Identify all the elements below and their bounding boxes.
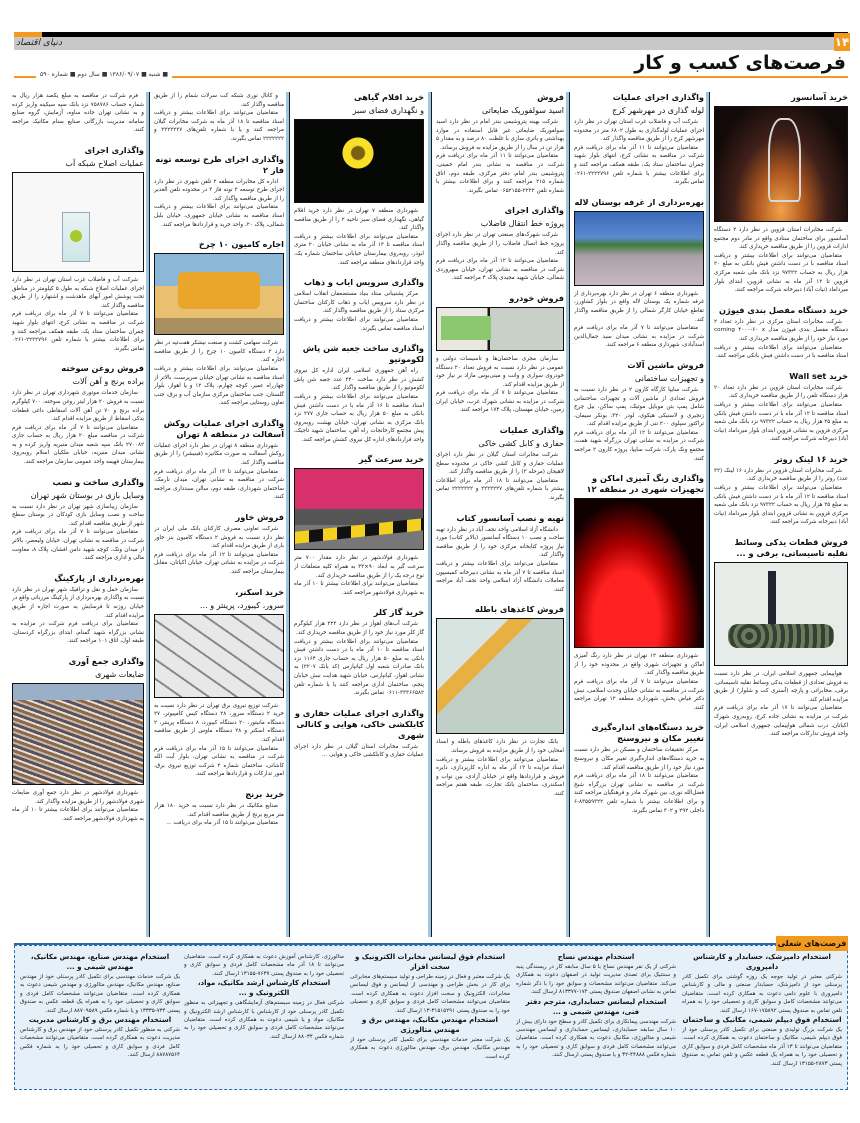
article-body: متقاضیان می‌توانند تا ۷ آذر ماه برای دریافت فرم شرکت در مزایده به نشانی میدان سید جمال‌الدین اسدآبادی، شهرداری منطقه ۶ مراجعه کنند. (574, 325, 704, 349)
article-body: متقاضیان می‌توانند تا ۷ آذر ماه برای دریافت فرم شرکت در مزایده به نشانی شهرک غرب، خیابان ایران زمین، خیابان مهستان، پلاک ۱۷۴ مراجعه کنند. (436, 390, 564, 414)
article-title: خرید دستگاه مفصل بندی فیوژن (719, 304, 848, 315)
column-2 (574, 92, 704, 937)
article-brass[interactable] (154, 789, 284, 828)
article-body: شهرداری منطقه ۶ تهران در نظر دارد بهره‌برداری از غرفه شماره یک بوستان لاله واقع در بلوار کشاورز، تقاطع خیابان کارگر شمالی را از طریق مناقصه واگذار کند. (574, 290, 704, 323)
article-elevator[interactable] (714, 92, 848, 295)
job-body: شرکت مهندسی پیمانکاری برای تکمیل کادر و سطح خود دارای بیش از ۱۰ سال سابقه حسابداری، لیسانس حسابداری و لیسانس مهندسی شیمی و متالورژی، مکانیک دعوت به همکاری کرده است. متقاضیان می‌توانند مشخصات کامل فردی و سوابق کاری و تحصیلی خود را به شماره فکس ۴۴۸۸۸-۳۲ و یا صندوق پستی ارسال کنند. (516, 1018, 676, 1059)
article-excavation[interactable] (294, 708, 424, 760)
article-body: شرکت سایپا کارگاه کارون ۲ در نظر دارد نسبت به فروش تعدادی از ماشین آلات و تجهیزات ساختمانی شامل پمپ بتن موبایل موتیک، پمپ ساکن، بیل چرخ زنجیری و لاستیکی هیکوی، لودر ۳۲۰، بونکر سیمان، تراکتور سپلوی ۲۰۰ تنی از طریق مزایده اقدام کند. (574, 386, 704, 428)
article-sulfuric-acid[interactable] (436, 92, 564, 195)
article-vehicle-sale[interactable] (436, 293, 564, 415)
article-body: سازمان مجری ساختمان‌ها و تاسیسات دولتی و عمومی در نظر دارد نسبت به فروش تعداد ۲۰ دستگاه خودروی سواری و وانت و مینی‌بوس مازاد بر نیاز خود از طریق مزایده اقدام کند. (436, 355, 564, 388)
page-number: ۱۴ (834, 35, 850, 49)
article-body: متقاضیان می‌توانند تا ۱۲ آذر ماه برای دریافت فرم شرکت در مزایده به نشانی تهران بزرگراه شهید همت، مجتمع ونک پارک، شرکت سایپا، پروژه کارون ۲ مراجعه کنند. (574, 429, 704, 462)
article-body: شرکت آب‌های اهواز در نظر دارد ۲۲۲ هزار کیلوگرم گاز کلر مورد نیاز خود را از طریق مناقصه خریداری کند. (294, 621, 424, 637)
article-speed-bump[interactable] (294, 454, 424, 597)
job-body: شرکتی به منظور تکمیل کادر پرسنلی خود از مهندس برق و کارشناس مدیریت دعوت به همکاری کرده است. متقاضیان می‌توانند مشخصات کامل فردی و سوابق کاری و تحصیلی خود را به شماره فکس ۸۸۷۸۷۵۶۴ ارسال کنند. (20, 1027, 180, 1059)
job-body: یک شرکت خدمات مهندسی برای تکمیل کادر پرسنلی خود از مهندس صنایع، مهندس مکانیک، مهندس متالورژی و مهندس شیمی دعوت به همکاری کرده است. متقاضیان می‌توانند مشخصات کامل فردی و سوابق کاری و تحصیلی خود را به همراه یک قطعه عکس به صندوق پستی ۷۳۴-۱۳۳۳۵ و یا شماره فکس ۸۸۷۰۹۵۸۹ ارسال کنند. (20, 974, 180, 1014)
article-computer-equipment[interactable] (154, 587, 284, 779)
vehicles-photo (436, 307, 564, 351)
jobs-column-2 (516, 952, 676, 1086)
article-cable-continued[interactable] (154, 92, 284, 144)
job-title: استخدام مهندس نساج (557, 953, 635, 961)
article-body: متقاضیان می‌توانند تا ۱۱ آذر ماه برای دریافت فرم شرکت در مناقصه به نشانی بندر امام خمینی، پتروشیمی بندر امام، دفتر مرکزی، طبقه دوم، اتاق شماره ۲۱۵ مراجعه کنند و برای اطلاعات بیشتر با شماره تلفن ۲۲۲۲-۰۶۵۲۱۵۵ تماس بگیرند. (436, 153, 564, 194)
job-listing[interactable] (20, 1015, 180, 1060)
article-body: شرکت آب و فاضلاب غرب استان تهران در نظر دارد اجرای عملیات اصلاح شبکه به طول ۵ کیلومتر در مناطق تحت پوشش امور آبهای ماهدشت و اشتهارد را از طریق مناقصه واگذار کند. (12, 276, 144, 309)
article-body: شرکت مخابرات استان قزوین در نظر دارد تعداد ۲۰ هزار دستگاه تلفن را از طریق مناقصه خریداری کند. (714, 384, 848, 400)
article-chlorine[interactable] (294, 607, 424, 697)
job-body: شرکتی از یک نفر مهندس نساج با ۵ سال سابقه کار در ریسندگی پنبه و سنتتیک برای تصدی مدیریت تولید در اصفهان دعوت به همکاری می‌کند. متقاضیان می‌توانند مشخصات و سوابق خود را با ذکر شماره تماس به نشانی اصفهان صندوق پستی ۱۷۴-۸۱۳۳۷۷ ارسال کنند. (516, 964, 676, 996)
article-title: فروش روغن سوخته (61, 363, 144, 374)
article-book-lift[interactable] (436, 513, 564, 595)
article-body: شرکت مخابرات استان گیلان در نظر دارد اجرای عملیات حفاری و کابل کشی خاکی در محدوده سطح لاهیجان (مرحله ۳) را از طریق مناقصه واگذار کند. (436, 452, 564, 476)
article-body: سازمان زیباسازی شهر تهران در نظر دارد نسبت به ساخت و نصب وسایل بازی کودکان در بوستان سطح شهر از طریق مناقصه اقدام کند. (12, 503, 144, 527)
article-title: فروش ماشین آلات (627, 359, 704, 370)
article-body: راه آهن جمهوری اسلامی ایران اداره کل نیروی کشش در نظر دارد ساخت ۲۴۰ عدد جعبه شن پاش لکوموتیو را از طریق مناقصه واگذار کند. (294, 368, 424, 392)
jobs-column-5 (20, 952, 180, 1086)
article-body: اداره کل مخابرات منطقه ۲ تلفن شهری در نظر دارد اجرای طرح توسعه ۲ تونه فاز ۲ در محدوده تلفن الغدیر را از طریق مناقصه واگذار کند. (154, 178, 284, 202)
article-khavar-sale[interactable] (154, 512, 284, 577)
article-title: فروش قطعات یدکی وسائط نقلیه تاسیساتی، برقی و ... (734, 537, 848, 559)
article-subtitle: اسید سولفوریک ضایعاتی (482, 106, 564, 115)
dateline: ■ شنبه ■ ۱۳۸۶/۰۹/۰۷ ■ سال دوم ■ شماره ۵۹۰ (36, 71, 172, 78)
article-body: شهرداری منطقه ۱۲ تهران در نظر دارد رنگ آمیزی اماکن و تجهیزات شهری واقع در محدوده خود را از طریق مناقصه واگذار کند. (574, 653, 704, 677)
article-title: فروش خاور (235, 512, 284, 523)
article-body: شرکت تعاونی مصرف کارکنان بانک ملی ایران در نظر دارد نسبت به فروش ۲ دستگاه کامیون بنز خاور باری از طریق مزایده اقدام کند. (154, 526, 284, 550)
article-title: واگذاری رنگ آمیزی اماکن و تجهیزات شهری در منطقه ۱۲ (586, 473, 704, 495)
job-listing[interactable] (682, 952, 842, 1015)
job-body: یک شرکت معتبر و فعال در زمینه طراحی و تولید سیستم‌های مخابراتی برای کار در بخش طراحی و مهندسی از لیسانس و فوق لیسانس مخابرات، الکترونیک و سخت افزار دعوت به همکاری کرده است. متقاضیان می‌توانند مشخصات کامل فردی و سوابق کاری و تحصیلی خود را به صندوق پستی ۳۱۵۱۵۲۹۱-۱۳ ارسال کنند. (350, 974, 510, 1014)
article-title: واگذاری اجرای طرح توسعه تونه فاز ۲ (155, 153, 284, 175)
article-body: شرکت سهامی کشت و صنعت نیشکر هفت‌تپه در نظر دارد ۲ دستگاه کامیون ۱۰ چرخ را از طریق مناقصه اجاره کند. (154, 340, 284, 364)
article-body: شرکت بهینه پتروشیمی بندر امام در نظر دارد اسید سولفوریک ضایعاتی غیر قابل استفاده در موارد بهداشتی و باتری سازی با غلظت ۸۰ درصد و به مقدار ۵ هزار تن در سال را از طریق مزایده به فروش برساند. (436, 119, 564, 151)
article-body: دانشگاه آزاد اسلامی واحد نجف آباد در نظر دارد تهیه ساخت و نصب ۱۰ دستگاه آسانسور (بالابر کتاب) مورد نیاز پروژه کتابخانه مرکزی خود را از طریق مناقصه واگذار کند. (436, 526, 564, 559)
article-title: واگذاری اجرای عملیات حفاری و کابلکشی خاکی، هوایی و کانالی شهری (294, 707, 424, 740)
job-title: استخدام فوق لیسانس مخابرات الکترونیک و سخت افزار (354, 953, 506, 971)
article-body: متقاضیان می‌توانند برای اطلاعات بیشتر و دریافت اسناد مناقصه تا ۱۲ آذر ماه با در دست داشتن فیش بانکی به مبلغ ۲۵ هزار ریال به حساب ۹۷۳۲۲ نزد بانک ملی شعبه مرکزی قزوین به نشانی قزوین ابتدای بلوار میرداماد (نیات آباد) دبیرخانه شرکت مراجعه کنند. (714, 485, 848, 526)
article-body: متقاضیان می‌توانند برای اطلاعات بیشتر و دریافت اسناد مناقصه تماس بگیرند. (294, 316, 424, 332)
article-body: متقاضیان می‌توانند تا ۱۲ آذر ماه برای دریافت فرم شرکت در مزایده به نشانی تهران، خیابان اکباتان، مقابل بیمارستان مراجعه کنند. (154, 551, 284, 575)
article-title: خرید Wall set (789, 370, 848, 381)
article-title: واگذاری اجرای عملیات (612, 92, 704, 102)
article-body: متقاضیان می‌توانند تا ۱۷ آذر ماه برای دریافت فرم شرکت در مزایده به نشانی جاده کرج، روبه‌روی شهرک اکباتان، درب شمالی هواپیمایی جمهوری اسلامی ایران، واحد فروش تدارکات مراجعه کنند. (714, 705, 848, 738)
article-title: خرید برنج (245, 788, 284, 799)
column-3 (436, 92, 564, 937)
column-rule (431, 92, 432, 937)
article-body: شهرداری منطقه ۷ تهران در نظر دارد خرید اقلام گیاهی، نگهداری فضای سبز ناحیه ۲ را از طریق مناقصه واگذار کند. (294, 208, 424, 232)
article-body: متقاضیان می‌توانند برای اطلاعات بیشتر و دریافت اسناد مناقصه تا ۱۸ آذر ماه به شرکت مخابرات گیلان مراجعه کنند و یا با شماره تلفن‌های ۲۲۲۲۲۲۷ و ۲۲۲۲۲۲۲ تماس بگیرند. (154, 110, 284, 142)
masthead-gray-bar (14, 37, 834, 50)
job-title: استخدام فوق دیپلم شیمی، مکانیک و ساختمان (682, 1016, 842, 1025)
article-waste-paper[interactable] (436, 604, 564, 798)
article-body: و کانال نوری شبکه کت سرلات شمام را از طریق مناقصه واگذار کند. (154, 93, 284, 108)
job-title: استخدام مهندس برق و کارشناس مدیریت (28, 1016, 172, 1025)
article-body: شرکت شهرک‌های صنعتی تهران در نظر دارد اجرای پروژه خط اتصال فاضلاب را از طریق مناقصه واگذار کند. (436, 232, 564, 256)
water-glass-photo (12, 172, 144, 272)
article-body: متقاضیان می‌توانند تا ۷ آذر ماه برای دریافت فرم شرکت در مناقصه به نشانی کرج، انتهای بلوار شهید چمران ساختمان ستاد یک، طبقه همکف مراجعه کنند و برای اطلاعات بیشتر با شماره تلفن ۲۲۲۲۷۹۶-۰۲۶۱ تماس بگیرند. (12, 311, 144, 352)
article-subtitle: براده برنج و آهن آلات (72, 377, 144, 387)
job-listing[interactable] (682, 1015, 842, 1068)
article-body: متقاضیان می‌توانند برای اطلاعات بیشتر و دریافت اسناد مناقصه به نشانی تهران خیابان سرپرست، بالاتر از چهارراه عمیر، کوچه چهارم، پلاک ۱۲ و یا اهواز، بلوار گلستان، جنب ساختمان مرکزی سازمان آب و برق، جنب تعاون روستایی مراجعه کنند. (154, 365, 284, 407)
job-title: استخدام مهندس مکانیک، مهندس برق و مهندس متالورژی (362, 1016, 498, 1035)
article-waste-collection[interactable] (12, 656, 144, 823)
speed-bump-photo (294, 468, 424, 550)
article-measuring-devices[interactable] (574, 722, 704, 815)
job-title: استخدام دامپزشک، حسابدار و کارشناس دامپروری (693, 953, 831, 971)
column-5 (154, 92, 284, 937)
waste-paper-photo (436, 618, 564, 734)
article-spare-parts[interactable] (714, 537, 848, 739)
article-body: متقاضیان می‌توانند برای اطلاعات بیشتر و دریافت اسناد مناقصه به نشانی خیابان جمهوری، خیابان بلبل شمالی، پلاک ۲۰، واحد خرید و قراردادها مراجعه کنند. (154, 204, 284, 228)
article-body: صنایع مکانیک در نظر دارد نسبت به خرید ۱۸۰ هزار متر مربع برنج از طریق مناقصه اقدام کند. (154, 802, 284, 818)
article-body: شرکت مخابرات استان مرکزی در نظر دارد تعداد ۲ دستگاه مفصل بندی فیوژن مدل corning ۴۰۰۰-۶۰ x مورد نیاز خود را از طریق مناقصه خریداری کند. (714, 318, 848, 342)
job-listing[interactable] (184, 978, 344, 1041)
job-listing[interactable] (184, 953, 344, 978)
article-title: خرید آسانسور (791, 92, 848, 102)
article-asphalt[interactable] (154, 418, 284, 502)
job-listing[interactable] (350, 952, 510, 1015)
jobs-column-1 (682, 952, 842, 1086)
job-title: استخدام لیسانس حسابداری، مترجم دفتر فنی، مهندس شیمی و ... (525, 997, 667, 1016)
article-subtitle: سرور، کیبورد، پرینتر و ... (200, 600, 284, 610)
article-body: متقاضیان می‌توانند برای اطلاعات بیشتر و دریافت اسناد مناقصه با در دست داشتن فیش بانکی مراجعه کنند. (714, 344, 848, 360)
article-body: متقاضیان می‌توانند برای اطلاعات بیشتر و دریافت اسناد مناقصه تا ۷ آذر ماه به نشانی دبیرخانه کمیسیون معاملات دانشگاه آزاد اسلامی واحد نجف آباد مراجعه کنند. (436, 561, 564, 593)
article-tunnel-phase2[interactable] (154, 154, 284, 230)
column-6 (12, 92, 144, 937)
article-body: متقاضیان می‌توانند تا ۷ آذر ماه برای دریافت فرم شرکت در مناقصه مبلغ ۲۰ هزار ریال به حساب جاری ۲۷۰۰۸۲ بانک سپه شعبه میدان منیریه واریز کرده و به نشانی میدان منیریه، خیابان ملکیان اسلام روبه‌روی بیمارستان فهیمه واحد عمومی سازمان مراجعه کنند. (12, 424, 144, 466)
article-body: متقاضیان می‌توانند برای اطلاعات بیشتر و دریافت اسناد مناقصه با در دست داشتن فیش بانکی به مبلغ ۲۰ هزار ریال به حساب ۹۷۳۲۲ نزد بانک ملی شعبه مرکزی قزوین تا ۱۲ آذر ماه به نشانی قزوین، ابتدای بلوار میرداماد (نیات آباد) دبیرخانه شرکت مراجعه کنند. (714, 252, 848, 294)
article-body: متقاضیان می‌توانند تا ۷ آذر ماه برای دریافت فرم شرکت در مناقصه به نشانی خیابان وحدت اسلامی، نبش دکتر فیاض بخش، شهرداری منطقه ۱۲ تهران مراجعه کنند. (574, 679, 704, 711)
article-title: واگذاری ساخت جعبه شن پاش لکوموتیو (302, 343, 424, 365)
keyboard-photo (154, 614, 284, 698)
article-router[interactable] (714, 454, 848, 527)
landfill-photo (12, 683, 144, 785)
article-title: خرید اقلام گیاهی (353, 92, 424, 102)
article-title: اجاره کامیون ۱۰ چرخ (198, 239, 284, 250)
article-body: متقاضیان می‌توانند برای اطلاعات بیشتر و دریافت اسناد مناقصه تا ۱۳ آذر ماه به نشانی خیابان ۲۰ متری ابوذر، روبه‌روی بیمارستان خیابانی ساختمان شماره یک، واحد قراردادهای منطقه مراجعه کنند. (294, 233, 424, 266)
article-body: متقاضیان می‌توانند برای اطلاعات بیشتر و دریافت اسناد مناقصه تا ۱۲ آذر ماه با در دست داشتن فیش بانکی به مبلغ ۲۵ هزار ریال به حساب ۹۷۳۲۲ نزد بانک ملی شعبه مرکزی قزوین به نشانی قزوین ابتدای بلوار میرداماد (نیات آباد) دبیرخانه شرکت مراجعه کنند. (714, 401, 848, 443)
article-body: شرکت آب و فاضلاب غرب استان تهران در نظر دارد اجرای عملیات لوله‌گذاری به طول ۶۸۰۲ متر در محدوده مهرشهر کرج را از طریق مناقصه واگذار کند. (574, 119, 704, 143)
article-body: سازمان حمل و نقل و ترافیک شهر تهران در نظر دارد نسبت به واگذاری بهره‌برداری از پارکینگ مرزبانی واقع در خیابان روزنه تا فرسایش به صورت اجاره از طریق مزایده اقدام کند. (12, 586, 144, 619)
article-body: متقاضیان می‌توانند تا ۱۱ آذر ماه برای دریافت فرم شرکت در مناقصه به نشانی کرج، انتهای بلوار شهید چمران ساختمان ستاد یک، طبقه همکف مراجعه کنند و برای اطلاعات بیشتر با شماره تلفن ۲۲۲۲۷۹۶-۰۲۶۱ تماس بگیرند. (574, 144, 704, 186)
article-body: هواپیمایی جمهوری اسلامی ایران، در نظر دارد نسبت به فروش تعدادی از قطعات یدکی وسائط نقلیه تاسیساتی، برقی، مخابراتی و پارچه (آستری کت و شلوار) از طریق مزایده اقدام کند. (714, 671, 848, 703)
article-subtitle: و نگهداری فضای سبز (352, 106, 424, 115)
article-title: واگذاری اجرای (504, 205, 564, 216)
article-commute-service[interactable] (294, 277, 424, 333)
article-cabling[interactable] (436, 425, 564, 503)
red-paint-photo (574, 498, 704, 648)
article-body: متقاضیان می‌توانند تا ۱۸ آذر ماه برای دریافت فرم شرکت در مناقصه به نشانی تهران بزرگراه شیخ فضل‌الله نوری، بین شهرک مادر و فرهنگیان مراجعه کنند و برای اطلاعات بیشتر با شماره تلفن ۸۳۵۵۹۳۲۲-۶ داخلی ۲۹۲ و ۳۰۲ تماس بگیرند. (574, 773, 704, 814)
article-title: تهیه و نصب آسانسور کتاب (456, 512, 564, 523)
article-title: خرید گاز کلر (373, 607, 424, 618)
article-continued[interactable] (12, 92, 144, 135)
article-machinery[interactable] (574, 360, 704, 463)
article-body: بانک تجارت در نظر دارد کاغذهای باطله و اسناد امحایی خود را از طریق مزایده به فروش برساند. (436, 739, 564, 754)
article-title: خرید اسکنر، (235, 586, 284, 597)
newspaper-brand: دنیای اقتصاد (16, 38, 62, 48)
job-listing[interactable] (20, 952, 180, 1015)
article-title: خرید دستگاه‌های اندازه‌گیری تغییر مکان و نیروسنج (591, 722, 704, 744)
article-body: متقاضیان برای دریافت فرم شرکت در مزایده به نشانی بزرگراه شهید گمنام، ابتدای بزرگراه کردستان، طبقه اول، اتاق ۱۰۱ مراجعه کنند. (12, 621, 144, 645)
column-1 (714, 92, 848, 937)
column-rule (569, 92, 570, 937)
job-listing[interactable] (516, 997, 676, 1060)
column-4 (294, 92, 424, 937)
jobs-column-4 (184, 952, 344, 1086)
article-body: متقاضیان می‌توانند تا ۱۲ آذر ماه برای دریافت فرم شرکت در مناقصه به نشانی تهران، خیابان سهروردی شمالی، خیابان شهید مجیدی پلاک ۴ مراجعه کنند. (436, 258, 564, 282)
article-body: سازمان خدمات موتوری شهرداری تهران در نظر دارد نسبت به فروش ۲۰ هزار لیتر روغن سوخته، ۷۰۰ کیلوگرم براده برنج و ۷۰ تن آهن آلات اسقاطی داغی قطعات یدکی اسقاط از طریق مزایده اقدام کند. (12, 390, 144, 423)
article-body: متقاضیان می‌توانند تا ۱۳ آذر ماه برای دریافت فرم شرکت در مناقصه به نشانی تهران، میدان نارمک، ساختمان شهرداری، طبقه دوم، سالن سبدداری مراجعه کنند. (154, 468, 284, 501)
job-title: استخدام مهندس صنایع، مهندس مکانیک، مهندس شیمی و ... (30, 953, 170, 971)
article-pipe-laying[interactable] (574, 92, 704, 187)
article-park-booth[interactable] (574, 197, 704, 350)
article-sewage-line[interactable] (436, 205, 564, 283)
article-water-network[interactable] (12, 145, 144, 353)
article-title: فروش کاغذهای باطله (474, 604, 564, 615)
job-body: متالورژی، کارشناس آموزش دعوت به همکاری کرده است. متقاضیان می‌توانند تا ۱۸ آذر ماه مشخصات کامل فردی و سوابق کاری و تحصیلی خود را به صندوق پستی ۷۶۳۷-۱۳۱۵۵ ارسال کنند. (184, 954, 344, 977)
article-body: متقاضیان می‌توانند برای اطلاعات بیشتر و دریافت اسناد مناقصه تا ۱۰ آذر ماه با در دست داشتن فیش بانکی به مبلغ ۵۰ هزار ریال به حساب جاری ۱۱۶۴ نزد بانک صادرات شعبه اول کیانپارس (کد بانک ۲۲۰۷) به نشانی اهواز، کیانپارس، خیابان شهید هدایت نبش خیابان پنجم، ساختمان اداری مراجعه کنند یا با شماره تلفن ۳۳۳۶۶۵۸۲-۰۶۱۱ تماس بگیرند. (294, 638, 424, 697)
column-rule (709, 92, 710, 937)
article-body: شرکت مخابرات استان گیلان در نظر دارد اجرای عملیات حفاری و کابلکشی خاکی و هوایی ... (294, 743, 424, 759)
article-body: متقاضیان می‌توانند برای اطلاعات بیشتر تا ۱۰ آذر ماه به شهرداری فولادشهر مراجعه کنند. (12, 807, 144, 822)
article-title: واگذاری اجرای عملیات روکش آسفالت در منطقه ۸ تهران (163, 417, 284, 439)
article-subtitle: وسایل بازی در بوستان شهر تهران (30, 490, 144, 500)
article-title: فروش خودرو (509, 292, 564, 303)
article-subtitle: لوله گذاری در مهرشهر کرج (612, 106, 704, 115)
column-rule (149, 92, 150, 937)
article-truck-rental[interactable] (154, 239, 284, 408)
article-subtitle: پروژه خط انتقال فاضلاب (480, 219, 564, 229)
article-wall-set[interactable] (714, 371, 848, 444)
article-body: شرکت توزیع نیروی برق تهران در نظر دارد نسبت به خرید ۲ دستگاه سرور، ۲۸ دستگاه کیس کامپیوتر، ۲۷ دستگاه مانیتور، ۲۰ دستگاه کیبورد، ۸ دستگاه پرینتر، ۲ دستگاه اسکنر و ۲۸ دستگاه ماوس از طریق مناقصه اقدام کند. (154, 702, 284, 743)
article-sand-box[interactable] (294, 343, 424, 444)
article-body: متقاضیان می‌توانند برای اطلاعات بیشتر و دریافت اسناد مزایده تا ۱۳ آذر ماه به اداره کارپردازی، دایره فروش و قراردادها واقع در خیابان آزادی، بین نواب و اسکندری، ساختمان بانک تجارت، طبقه هفتم مراجعه کنند. (436, 756, 564, 797)
article-title: بهره‌برداری از پارکینگ (54, 572, 144, 583)
article-body: متقاضیان می‌توانند تا ۱۵ آذر ماه برای دریافت ... (166, 820, 278, 827)
flower-photo (294, 119, 424, 203)
article-used-oil[interactable] (12, 363, 144, 466)
article-title: بهره‌برداری از غرفه بوستان لاله (574, 196, 704, 207)
job-body: یک شرکت معتبر خدمات مهندسی برای تکمیل کادر پرسنلی خود از مهندس مکانیک، مهندس برق، مهندس متالورژی دعوت به همکاری کرده است. (350, 1037, 510, 1060)
article-body: متقاضیان می‌توانند تا ۱۵ آذر ماه برای دریافت فرم شرکت در مناقصه به نشانی تهران، بلوار آیت الله کاشانی، ساختمان شماره ۲ شرکت توزیع نیروی برق، امور تدارکات و قراردادها مراجعه کنند. (154, 745, 284, 778)
article-title: واگذاری سرویس ایاب و ذهاب (303, 277, 424, 288)
article-body: مرکز پشتیبانی ستاد بنیاد مستضعفان انقلاب اسلامی در نظر دارد سرویس ایاب و ذهاب کارکنان ساختمان مرکزی ستاد را از طریق مناقصه واگذار کند. (294, 291, 424, 315)
article-subtitle: حفاری و کابل کشی خاکی (478, 439, 564, 449)
article-body: شرکت مخابرات استان قزوین در نظر دارد ۲ دستگاه آسانسور برای ساختمان ستادی واقع در مادر دوم مجتمع ادارات قزوین را از طریق مناقصه خریداری کند. (714, 227, 848, 251)
article-title: خرید سرعت گیر (358, 454, 424, 465)
article-body: شهرداری منطقه ۸ تهران در نظر دارد اجرای عملیات روکش آسفالت به صورت مکانیزه (فینیشر) را از طریق مناقصه واگذار کند. (154, 442, 284, 467)
article-title: واگذاری جمع آوری (68, 655, 144, 666)
job-title: استخدام کارشناس ارشد مکانیک، مواد، الکترونیک و ... (197, 979, 331, 998)
section-title: فرصت‌های کسب و کار (634, 52, 846, 74)
article-title: فروش (537, 92, 564, 102)
job-body: شرکتی فعال در زمینه سیستم‌های آزمایشگاهی و تجهیزاتی به منظور تکمیل کادر پرسنلی خود از کارشناس با کارشناس ارشد الکترونیک و مکانیک، مواد و یا شیمی دعوت به همکاری کرده است. متقاضیان می‌توانند مشخصات کامل فردی و سوابق کاری و تحصیلی خود را به شماره فکس ۸۸۰۳۴ ارسال کنند. (184, 1000, 344, 1040)
park-photo (574, 211, 704, 286)
article-subtitle: و تجهیزات ساختمانی (634, 373, 704, 383)
article-subtitle: عملیات اصلاح شبکه آب (65, 158, 144, 168)
elevator-photo (714, 106, 848, 222)
job-listing[interactable] (350, 1015, 510, 1061)
article-plants[interactable] (294, 92, 424, 267)
article-body: مرکز تحقیقات ساختمان و مسکن در نظر دارد نسبت به خرید دستگاه‌های اندازه‌گیری تغییر مکان و نیروسنج مورد نیاز خود را از طریق مناقصه اقدام کند. (574, 747, 704, 771)
article-painting[interactable] (574, 473, 704, 712)
article-body: شهرداری فولادشهر در نظر دارد مقدار ۷۰۰ متر سرعت گیر به ابعاد ۹۰×۳۳ به همراه کلیه متعلقات از نوع درجه یک را از طریق مناقصه خریداری کند. (294, 555, 424, 579)
truck-photo (154, 253, 284, 335)
article-subtitle: ضایعات شهری (95, 669, 144, 679)
column-rule (289, 92, 290, 937)
article-parking[interactable] (12, 573, 144, 646)
jobs-section-tab: فرصت‌های شغلی (776, 936, 848, 951)
article-body: متقاضیان می‌توانند برای اطلاعات بیشتر و دریافت اسناد مناقصه تا ۱۶ آذر ماه با در دست داشتن فیش بانکی به مبلغ ۵۰ هزار ریال به حساب جاری ۲۷۷ نزد بانک مرکزی به نشانی تهران، خیابان بهشت روبه‌روی پیش مجتمع کارخانجات راه آهن، ساختمان شهید تاجیک، واحد قراردادهای اداره کل نیروی کشش مراجعه کنند. (294, 393, 424, 443)
article-title: واگذاری ساخت و نصب (52, 476, 144, 487)
article-title: واگذاری اجرای (84, 144, 144, 155)
article-title: خرید ۱۶ لینک روتر (774, 453, 848, 464)
jobs-column-3 (350, 952, 510, 1086)
article-body: شرکت مخابرات استان قزوین در نظر دارد ۱۶ لینک (۳۲ عدد) روتر را از طریق مناقصه خریداری کند. (714, 467, 848, 483)
article-playground[interactable] (12, 477, 144, 563)
job-body: یک شرکت بزرگ تولیدی و صنعتی برای تکمیل کادر پرسنلی خود از فوق دیپلم شیمی، مکانیک و ساختمان دعوت به همکاری کرده است. متقاضیان می‌توانند تا ۱۳ آذر ماه مشخصات کامل فردی و سوابق کاری و تحصیلی خود را به همراه یک قطعه عکس و تلفن تماس به صندوق پستی ۲۸۷۳-۱۳۱۵۵ ارسال کنند. (682, 1027, 842, 1067)
article-body: شهرداری فولادشهر در نظر دارد جمع آوری ضایعات شهری فولادشهر را از طریق مزایده واگذار کند. (12, 789, 144, 805)
article-title: واگذاری عملیات (499, 425, 564, 436)
article-body: متقاضیان می‌توانند تا ۱۸ آذر ماه برای اطلاعات بیشتر با شماره تلفن‌های ۲۲۲۲۲۲۷ و ۲۲۲۲۲۲۲ تماس بگیرند. (436, 477, 564, 502)
article-body: فرم شرکت در مناقصه به مبلغ یکصد هزار ریال به شماره حساب ۷۵۸۷۸۶ نزد بانک سپه سیکینه واریز کرده و به نشانی تهران جاده ساوه، آزمایش، گروه صنایع سامانه مدیریت بازرگانی صنایع سنام مکانیک مراجعه کنند. (12, 93, 144, 134)
spare-parts-photo (714, 562, 848, 666)
job-body: شرکتی معتبر در تولید جوجه یک روزه گوشتی برای تکمیل کادر پرسنلی خود از دامپزشک، حسابدار صنعتی و مالی و کارشناس دامپروری با علوم دامی دعوت به همکاری کرده است. متقاضیان می‌توانند مشخصات کامل و سوابق کاری و تحصیلی خود را به همراه تلفن تماس به صندوق پستی ۱۷۵۸۹۲-۱۶۷ ارسال کنند. (682, 974, 842, 1014)
article-fusion-splicer[interactable] (714, 305, 848, 361)
article-body: متقاضیان می‌توانند تا ۷ آذر ماه برای دریافت فرم شرکت در مناقصه به نشانی تهران، خیابان ولیعصر، بالاتر از میدان ونک، کوچه شهید دامن افشان، پلاک ۸، معاونت مالی و اداری مراجعه کنند. (12, 529, 144, 562)
job-listing[interactable] (516, 952, 676, 997)
article-body: متقاضیان می‌توانند برای اطلاعات بیشتر تا ۱۰ آذر ماه به شهرداری فولادشهر مراجعه کنند. (294, 581, 424, 596)
